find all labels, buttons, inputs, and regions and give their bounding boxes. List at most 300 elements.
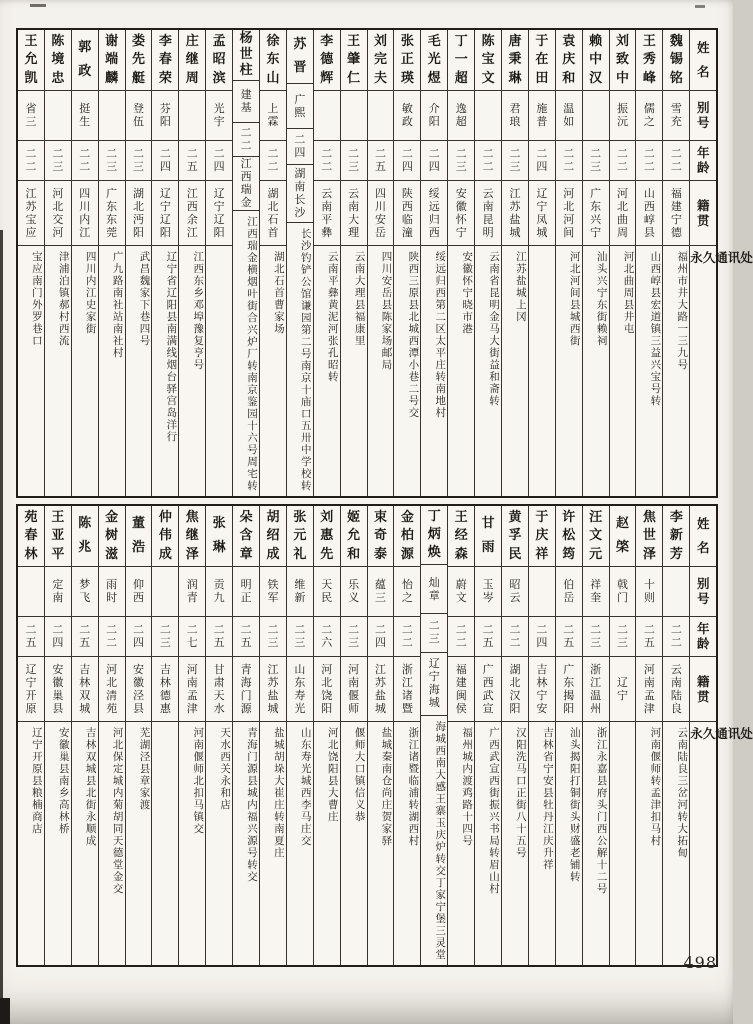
person-origin: 辽 宁 凤 城 [529, 181, 555, 246]
person-age: 二 三 [583, 141, 609, 181]
person-address: 吉林双城县北街永顺成 [84, 727, 97, 847]
person-column [260, 506, 287, 965]
header-name: 姓 名 [690, 30, 716, 91]
person-age: 二 三 [421, 614, 447, 653]
person-column [45, 506, 72, 965]
person-name: 许 松 筠 [556, 506, 582, 567]
person-address: 浙江永嘉县府头门西公解十二号 [595, 727, 608, 895]
person-address: 山东寿光城西李马庄交 [299, 727, 312, 847]
person-address: 山西崞县宏道镇三益兴宝号转 [649, 251, 662, 407]
person-age: 二 三 [448, 141, 474, 181]
person-origin: 湖 北 沔 阳 [126, 181, 152, 246]
person-alias: 登 伍 [126, 91, 152, 141]
person-alias [179, 91, 205, 141]
person-age: 二 四 [529, 617, 555, 657]
person-name: 金 柏 源 [394, 506, 420, 567]
person-address: 津浦泊镇郝村西流 [57, 251, 70, 347]
person-age: 二 二 [18, 141, 44, 181]
person-address: 云南平彝黄泥河张孔昭转 [326, 251, 339, 383]
person-column [206, 30, 233, 496]
person-origin: 辽 宁 开 原 [18, 657, 44, 722]
person-age: 二 二 [556, 141, 582, 181]
person-address: 盐城秦南仓尚庄贺家驿 [380, 727, 393, 847]
person-origin: 河 北 交 河 [45, 181, 71, 246]
person-alias: 逸 超 [448, 91, 474, 141]
person-column [368, 506, 395, 965]
person-address: 河南偃师北扣马镇交 [192, 727, 205, 835]
person-column [341, 506, 368, 965]
person-age: 二 五 [556, 617, 582, 657]
person-column [341, 30, 368, 496]
person-address: 福州城内渡鸡路十四号 [461, 727, 474, 847]
person-age: 二 二 [502, 617, 528, 657]
person-column [394, 30, 421, 496]
person-alias: 定 南 [45, 567, 71, 617]
person-name: 谢 端 麟 [99, 30, 125, 91]
person-column [583, 506, 610, 965]
person-origin: 云 南 大 理 [341, 181, 367, 246]
person-age: 二 二 [260, 141, 286, 181]
person-age: 二 四 [126, 617, 152, 657]
person-origin: 山 东 寿 光 [287, 657, 313, 722]
person-column [502, 30, 529, 496]
person-origin: 吉 林 宁 安 [529, 657, 555, 722]
person-origin: 安 徽 怀 宁 [448, 181, 474, 246]
person-address: 河北曲周县井屯 [622, 251, 635, 335]
person-origin: 四 川 内 江 [72, 181, 98, 246]
person-origin: 浙 江 诸 暨 [394, 657, 420, 722]
person-name: 杨 世 柱 [233, 30, 259, 81]
person-name: 魏 锡 铭 [663, 30, 689, 91]
person-address [152, 722, 178, 965]
person-name: 刘 惠 先 [314, 506, 340, 567]
person-column [314, 506, 341, 965]
person-name: 毛 光 煜 [421, 30, 447, 91]
person-name: 徐 东 山 [260, 30, 286, 91]
person-alias: 玉 岑 [475, 567, 501, 617]
person-column [475, 506, 502, 965]
person-column [421, 30, 448, 496]
person-name: 丁 一 超 [448, 30, 474, 91]
person-column [636, 506, 663, 965]
person-origin: 广 东 东 莞 [99, 181, 125, 246]
person-name: 汪 文 元 [583, 506, 609, 567]
header-alias: 别 号 [690, 91, 716, 141]
person-age: 二 五 [18, 617, 44, 657]
person-column [72, 30, 99, 496]
directory-table-bottom [16, 504, 753, 967]
person-age: 二 三 [610, 617, 636, 657]
person-column [529, 30, 556, 496]
person-address: 陕西三原县北城西潭小巷二号交 [407, 251, 420, 419]
person-origin: 江 西 瑞 金 [233, 157, 259, 211]
person-column [314, 30, 341, 496]
person-column [99, 30, 126, 496]
person-address: 安徽怀宁晓市港 [461, 251, 474, 335]
person-column [475, 30, 502, 496]
person-age: 二 二 [663, 617, 689, 657]
person-origin: 甘 肃 天 水 [206, 657, 232, 722]
person-alias: 雨 时 [99, 567, 125, 617]
person-alias: 蔚 文 [448, 567, 474, 617]
person-address: 辽宁省辽阳县南满线烟台驿宫岛洋行 [165, 251, 178, 443]
person-address: 四川安岳县陈家场邮局 [380, 251, 393, 371]
page-number: 498 [683, 953, 717, 972]
person-alias [18, 567, 44, 617]
person-address [206, 246, 232, 496]
person-name: 孟 昭 滨 [206, 30, 232, 91]
person-alias: 梦 飞 [72, 567, 98, 617]
person-name: 唐 秉 琳 [502, 30, 528, 91]
person-origin: 江 苏 盐 城 [260, 657, 286, 722]
person-address: 浙江诸暨临浦转湖西村 [407, 727, 420, 847]
header-origin: 籍 贯 [690, 181, 716, 246]
person-column [126, 30, 153, 496]
person-origin: 江 苏 盐 城 [502, 181, 528, 246]
person-column [287, 506, 314, 965]
person-origin: 河 北 清 苑 [99, 657, 125, 722]
person-alias: 光 宇 [206, 91, 232, 141]
person-age: 二 四 [529, 141, 555, 181]
person-name: 王 秀 峰 [636, 30, 662, 91]
person-address: 云南省昆明金马大街益和斋转 [488, 251, 501, 407]
person-column [663, 30, 690, 496]
person-column [233, 506, 260, 965]
person-origin: 福 建 宁 德 [663, 181, 689, 246]
person-column [529, 506, 556, 965]
person-address: 云南陆良三岔河转大拓甸 [676, 727, 689, 859]
person-origin: 江 西 余 江 [179, 181, 205, 246]
person-address: 盐城胡垛大崔庄转南夏庄 [272, 727, 285, 859]
person-address: 青海门源县城内福兴源号转交 [246, 727, 259, 883]
person-origin: 云 南 陆 良 [663, 657, 689, 722]
person-name: 束 奇 泰 [368, 506, 394, 567]
person-column [448, 506, 475, 965]
person-origin: 云 南 平 彝 [314, 181, 340, 246]
person-name: 于 庆 祥 [529, 506, 555, 567]
person-age: 二 四 [206, 141, 232, 181]
person-age: 二 三 [99, 141, 125, 181]
person-origin: 辽 宁 海 城 [421, 653, 447, 716]
person-origin: 江 苏 盐 城 [368, 657, 394, 722]
person-alias [341, 91, 367, 141]
person-column [206, 506, 233, 965]
person-name: 朵 含 章 [233, 506, 259, 567]
person-alias [314, 91, 340, 141]
person-name: 刘 完 夫 [368, 30, 394, 91]
person-age: 二 四 [368, 617, 394, 657]
person-column [636, 30, 663, 496]
person-origin: 辽 宁 辽 阳 [206, 181, 232, 246]
person-name: 胡 绍 成 [260, 506, 286, 567]
person-age: 二 二 [610, 141, 636, 181]
person-name: 李 新 芳 [663, 506, 689, 567]
person-name: 苑 春 林 [18, 506, 44, 567]
person-address: 江苏盐城上冈 [514, 251, 527, 323]
person-alias [368, 91, 394, 141]
person-origin: 河 南 孟 津 [179, 657, 205, 722]
person-address: 武昌魏家下巷四号 [138, 251, 151, 347]
person-address: 海城西南大感王寨玉庆炉转交丁家宁堡三灵堂 [434, 720, 447, 961]
person-age: 二 四 [152, 141, 178, 181]
person-age: 二 四 [45, 617, 71, 657]
person-origin: 山 西 崞 县 [636, 181, 662, 246]
person-alias: 戟 门 [610, 567, 636, 617]
person-address: 偃师大口镇信义恭 [353, 727, 366, 823]
person-alias: 贡 九 [206, 567, 232, 617]
person-origin: 湖 南 长 沙 [287, 165, 313, 223]
person-alias: 芬 阳 [152, 91, 178, 141]
person-alias [475, 91, 501, 141]
person-address: 云南大理县福康里 [353, 251, 366, 347]
header-origin: 籍 贯 [690, 657, 716, 722]
person-origin: 河 南 孟 津 [636, 657, 662, 722]
person-address: 汉阳洗马口正街八十五号 [514, 727, 527, 859]
person-column [663, 506, 690, 965]
person-name: 丁 炳 焕 [421, 506, 447, 565]
person-name: 赵 棨 [610, 506, 636, 567]
person-column [45, 30, 72, 496]
person-address: 绥远归西第二区太平庄转南地村 [434, 251, 447, 419]
person-name: 张 琳 [206, 506, 232, 567]
person-origin: 安 徽 巢 县 [45, 657, 71, 722]
person-name: 赖 中 汉 [583, 30, 609, 91]
person-origin: 河 北 饶 阳 [314, 657, 340, 722]
person-address: 广西武宣西街振兴书局转眉山村 [488, 727, 501, 895]
person-address: 福州市井大路一三九号 [676, 251, 689, 371]
person-name: 王 肇 仁 [341, 30, 367, 91]
table-header-column [690, 30, 753, 496]
person-column [421, 506, 448, 965]
person-age: 二 五 [179, 141, 205, 181]
person-age: 二 二 [99, 617, 125, 657]
header-name: 姓 名 [690, 506, 716, 567]
person-alias: 昭 云 [502, 567, 528, 617]
person-address: 河北饶阳县大曹庄 [326, 727, 339, 823]
person-name: 仲 伟 成 [152, 506, 178, 567]
person-address [610, 722, 636, 965]
person-name: 张 正 瑛 [394, 30, 420, 91]
person-age: 二 三 [583, 617, 609, 657]
person-alias [583, 91, 609, 141]
person-name: 袁 庆 和 [556, 30, 582, 91]
person-name: 姬 允 和 [341, 506, 367, 567]
person-name: 陈 境 忠 [45, 30, 71, 91]
person-column [610, 506, 637, 965]
person-name: 黄 孚 民 [502, 506, 528, 567]
header-alias: 别 号 [690, 567, 716, 617]
person-origin: 广 东 揭 阳 [556, 657, 582, 722]
person-address: 汕头兴宁东街赖祠 [595, 251, 608, 347]
person-column [152, 506, 179, 965]
person-origin: 江 苏 宝 应 [18, 181, 44, 246]
person-name: 甘 雨 [475, 506, 501, 567]
person-address: 湖北石首曹家场 [272, 251, 285, 335]
person-alias [663, 567, 689, 617]
person-alias [529, 567, 555, 617]
person-column [448, 30, 475, 496]
person-alias: 振 沅 [610, 91, 636, 141]
person-address: 河北保定城内菊胡同天德堂金交 [111, 727, 124, 895]
person-address: 四川内江史家街 [84, 251, 97, 335]
person-name: 王 经 森 [448, 506, 474, 567]
person-age: 二 七 [179, 617, 205, 657]
person-alias: 天 民 [314, 567, 340, 617]
person-origin: 辽 宁 [610, 657, 636, 722]
person-origin: 湖 北 石 首 [260, 181, 286, 246]
person-name: 陈 宝 文 [475, 30, 501, 91]
person-age: 二 二 [448, 617, 474, 657]
person-alias: 君 琅 [502, 91, 528, 141]
person-address: 芜湖泾县章家渡 [138, 727, 151, 811]
person-name: 李 德 辉 [314, 30, 340, 91]
person-alias: 介 阳 [421, 91, 447, 141]
person-address: 吉林省宁安县牡丹江庆升祥 [541, 727, 554, 871]
person-age: 二 三 [260, 617, 286, 657]
person-alias: 灿 章 [421, 565, 447, 614]
person-age: 二 四 [421, 141, 447, 181]
person-origin: 浙 江 温 州 [583, 657, 609, 722]
person-address: 江西东乡邓埠豫复亨号 [192, 251, 205, 371]
person-alias [99, 91, 125, 141]
person-age: 二 二 [475, 141, 501, 181]
person-origin: 绥 远 归 西 [421, 181, 447, 246]
person-age: 二 二 [233, 123, 259, 157]
person-address: 江西瑞金横烟叶街合兴炉厂转南京鉴园十六号周宅转 [246, 216, 259, 492]
person-origin: 河 北 曲 周 [610, 181, 636, 246]
person-age: 二 五 [233, 617, 259, 657]
person-origin: 四 川 安 岳 [368, 181, 394, 246]
person-age: 二 二 [663, 141, 689, 181]
person-column [152, 30, 179, 496]
person-age: 二 五 [475, 617, 501, 657]
person-origin: 云 南 昆 明 [475, 181, 501, 246]
person-address: 宝应南门外罗巷口 [30, 251, 43, 347]
person-alias: 挺 生 [72, 91, 98, 141]
person-address: 河南偃师转孟津扣马村 [649, 727, 662, 847]
person-name: 董 浩 [126, 506, 152, 567]
person-alias: 怡 之 [394, 567, 420, 617]
person-age: 二 二 [72, 141, 98, 181]
person-origin: 广 西 武 宣 [475, 657, 501, 722]
person-alias: 维 新 [287, 567, 313, 617]
person-alias: 温 如 [556, 91, 582, 141]
scan-edge-artifact [0, 230, 3, 1024]
person-column [368, 30, 395, 496]
person-age: 二 五 [206, 617, 232, 657]
person-origin: 青 海 门 源 [233, 657, 259, 722]
person-column [18, 506, 45, 965]
person-age: 二 三 [45, 141, 71, 181]
person-name: 娄 先 艇 [126, 30, 152, 91]
person-age: 二 二 [636, 141, 662, 181]
person-column [99, 506, 126, 965]
person-column [233, 30, 260, 496]
person-alias: 明 正 [233, 567, 259, 617]
person-name: 郭 政 [72, 30, 98, 91]
person-address [529, 246, 555, 496]
person-name: 苏 晋 [287, 30, 313, 84]
person-name: 于 在 田 [529, 30, 555, 91]
person-name: 金 树 滋 [99, 506, 125, 567]
person-age: 二 三 [287, 617, 313, 657]
person-name: 李 春 荣 [152, 30, 178, 91]
person-age: 二 三 [126, 141, 152, 181]
person-origin: 吉 林 双 城 [72, 657, 98, 722]
person-alias: 蕴 三 [368, 567, 394, 617]
person-column [583, 30, 610, 496]
person-column [556, 506, 583, 965]
person-origin: 福 建 闽 侯 [448, 657, 474, 722]
person-column [179, 506, 206, 965]
person-origin: 河 北 河 间 [556, 181, 582, 246]
person-age: 二 五 [72, 617, 98, 657]
person-name: 张 元 礼 [287, 506, 313, 567]
person-alias: 伯 岳 [556, 567, 582, 617]
person-age: 二 四 [287, 129, 313, 165]
person-name: 庄 继 周 [179, 30, 205, 91]
person-column [610, 30, 637, 496]
person-age: 二 六 [314, 617, 340, 657]
scan-mark-artifact [695, 5, 705, 8]
person-alias: 仰 西 [126, 567, 152, 617]
person-name: 王 亚 平 [45, 506, 71, 567]
header-address: 永 久 通 讯 处 [690, 726, 753, 741]
person-address: 天水西关永和店 [219, 727, 232, 811]
person-column [287, 30, 314, 496]
person-column [179, 30, 206, 496]
person-column [394, 506, 421, 965]
person-column [556, 30, 583, 496]
person-origin: 河 南 偃 师 [341, 657, 367, 722]
person-age: 二 三 [341, 141, 367, 181]
person-alias: 施 普 [529, 91, 555, 141]
person-column [502, 506, 529, 965]
person-alias: 广 熙 [287, 84, 313, 129]
person-address: 汕头揭阳打铜街头财盛老铺转 [568, 727, 581, 883]
person-address: 安徽巢县南乡高林桥 [57, 727, 70, 835]
person-name: 陈 兆 [72, 506, 98, 567]
person-age: 二 二 [314, 141, 340, 181]
person-name: 刘 致 中 [610, 30, 636, 91]
person-alias: 儒 之 [636, 91, 662, 141]
scan-mark-artifact [30, 4, 46, 7]
person-age: 二 五 [368, 141, 394, 181]
person-alias: 乐 义 [341, 567, 367, 617]
person-name: 王 允 凯 [18, 30, 44, 91]
person-age: 二 三 [341, 617, 367, 657]
person-alias: 雪 充 [663, 91, 689, 141]
person-alias: 敏 政 [394, 91, 420, 141]
person-alias: 上 霖 [260, 91, 286, 141]
person-origin: 吉 林 德 惠 [152, 657, 178, 722]
person-address: 广九路南社站南社村 [111, 251, 124, 359]
scan-corner-artifact [0, 998, 10, 1024]
person-origin: 辽 宁 辽 阳 [152, 181, 178, 246]
person-age: 二 三 [152, 617, 178, 657]
person-age: 二 三 [502, 141, 528, 181]
person-name: 焦 世 泽 [636, 506, 662, 567]
person-alias: 十 则 [636, 567, 662, 617]
person-age: 二 四 [394, 141, 420, 181]
header-age: 年 龄 [690, 141, 716, 181]
person-address: 长沙钓铲公馆谦园第二号南京十庙口五卅中学校转 [299, 228, 312, 492]
person-alias: 祥 奎 [583, 567, 609, 617]
person-column [72, 506, 99, 965]
person-alias [152, 567, 178, 617]
person-alias: 润 青 [179, 567, 205, 617]
person-address: 河北河间县城西街 [568, 251, 581, 347]
